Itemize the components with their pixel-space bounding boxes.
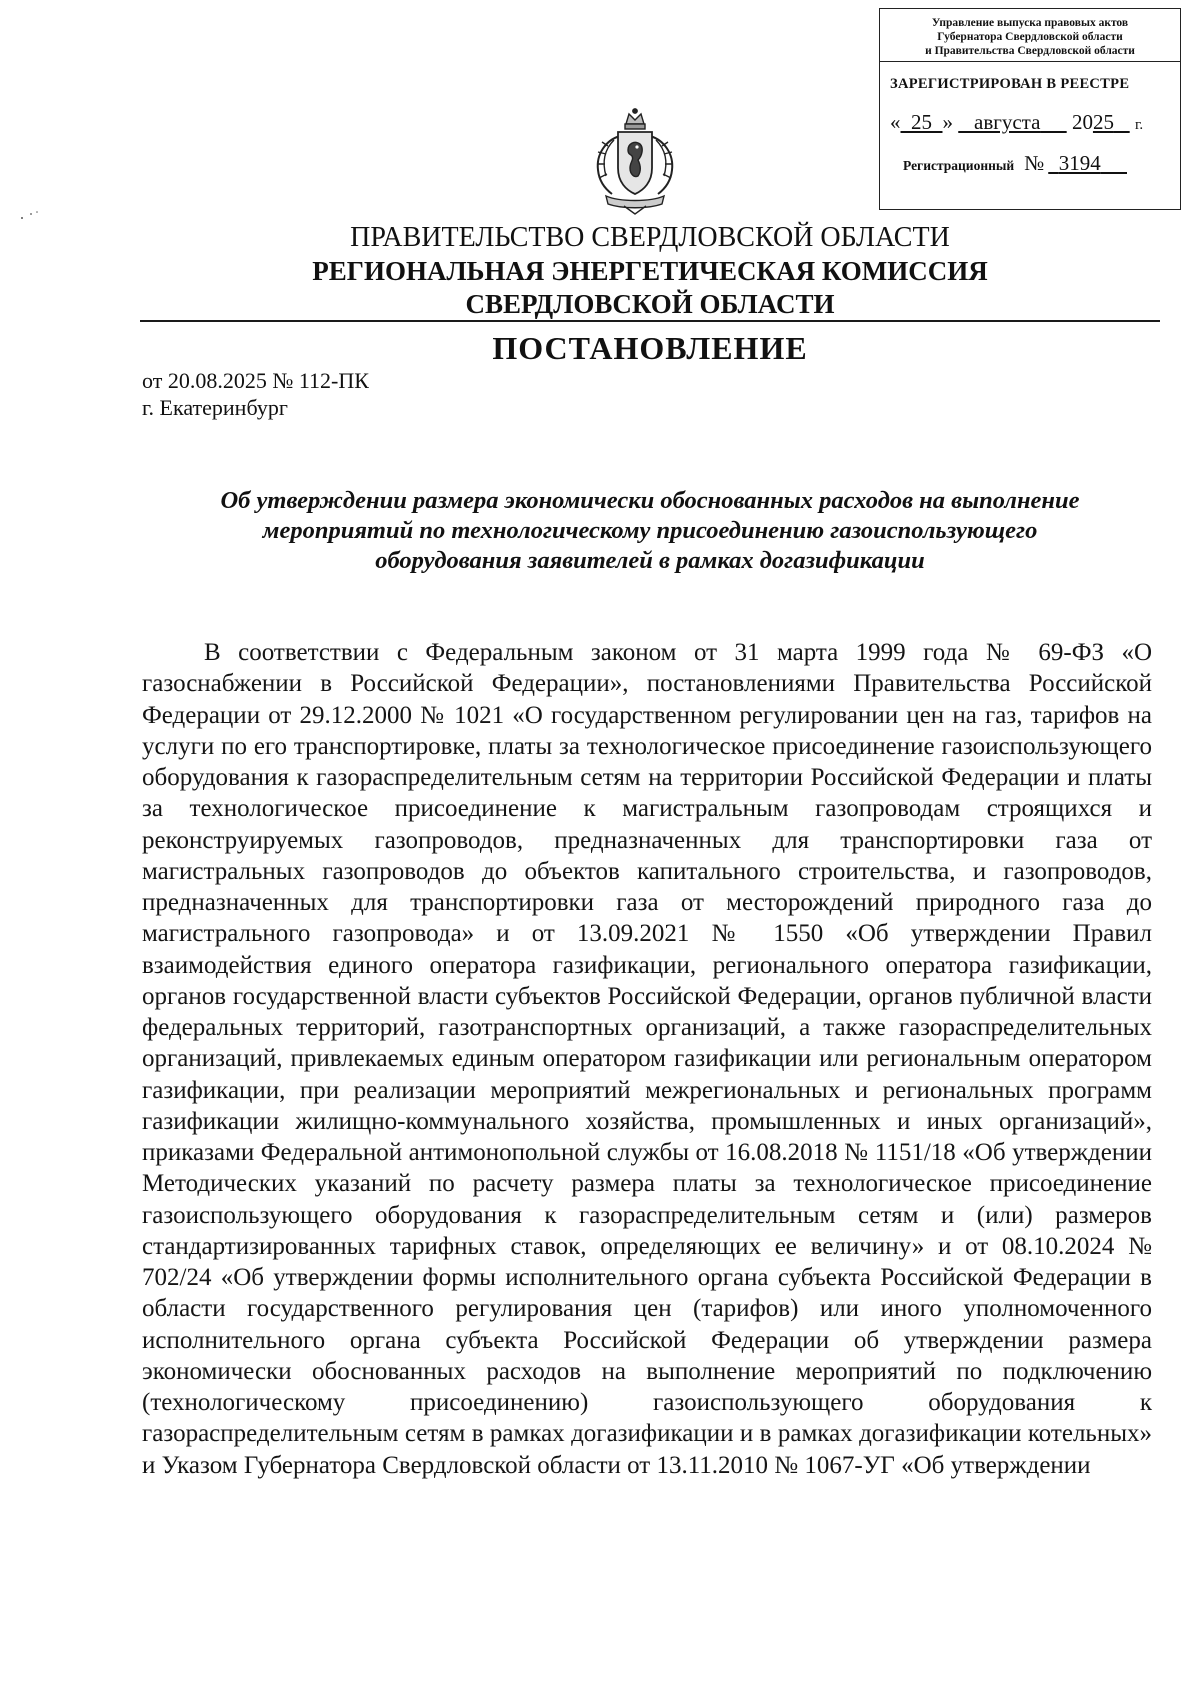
stamp-reg-number [903,151,1180,176]
registration-stamp [879,8,1181,210]
document-title-line: оборудования заявителей в рамках догазификации [375,547,925,574]
stamp-date-year-suffix: 25 [1092,110,1114,134]
stamp-date [890,110,1180,135]
document-title [140,486,1160,576]
stamp-registered-label: ЗАРЕГИСТРИРОВАН В РЕЕСТРЕ [890,76,1130,92]
government-heading: ПРАВИТЕЛЬСТВО СВЕРДЛОВСКОЙ ОБЛАСТИ [350,222,950,253]
stamp-date-open-quote: « [890,110,901,134]
commission-heading-line1: РЕГИОНАЛЬНАЯ ЭНЕРГЕТИЧЕСКАЯ КОМИССИЯ [312,256,988,286]
stamp-reg-number-label: Регистрационный [903,158,1015,173]
document-type-heading: ПОСТАНОВЛЕНИЕ [492,330,808,366]
stamp-header-line: и Правительства Свердловской области [925,45,1135,57]
stamp-header [880,9,1180,62]
stamp-date-month: августа [974,110,1041,134]
stamp-date-day: 25 [911,110,932,134]
coat-of-arms-icon [584,106,686,216]
scan-speck-marks [0,0,60,240]
commission-heading-line2: СВЕРДЛОВСКОЙ ОБЛАСТИ [465,289,835,319]
stamp-header-line: Губернатора Свердловской области [937,31,1123,43]
header-divider [140,320,1160,322]
stamp-reg-number-value: 3194 [1058,151,1101,175]
document-title-line: Об утверждении размера экономически обоснованных расходов на выполнение [220,487,1080,514]
stamp-header-line: Управление выпуска правовых актов [931,17,1129,29]
document-title-line: мероприятий по технологическому присоединению газоиспользующего [262,517,1038,544]
stamp-date-year-abbr: г. [1134,117,1144,133]
body-paragraph: В соответствии с Федеральным законом от 31 марта 1999 года № 69-ФЗ «О газоснабжении в Российской Федерации», постановлениями Правительства Российской Федерации от 29.12.2000 № 1021 «О государственном регулировании цен на газ, тарифов на услуги по его транспортировке, платы за технологическое присоединение газоиспользующего оборудования к газораспределительным сетям на территории Российской Федерации и платы за технологическое присоединение к магистральным газопроводам строящихся и реконструируемых газопроводов, предназначенных для транспортировки газа от магистральных газопроводов до объектов капитального строительства, и газопроводов, предназначенных для транспортировки газа от месторождений природного газа до магистрального газопровода» и от 13.09.2021 № 1550 «Об утверждении Правил взаимодействия единого оператора газификации, регионального оператора газификации, органов государственной власти субъектов Российской Федерации, органов публичной власти федеральных территорий, газотранспортных организаций, а также газораспределительных организаций, привлекаемых единым оператором газификации или региональным оператором газификации, при реализации мероприятий межрегиональных и региональных программ газификации жилищно-коммунального хозяйства, промышленных и иных организаций», приказами Федеральной антимонопольной службы от 16.08.2018 № 1151/18 «Об утверждении Методических указаний по расчету размера платы за технологическое присоединение газоиспользующего оборудования к газораспределительным сетям и (или) размеров стандартизированных тарифных ставок, определяющих ее величину» и от 08.10.2024 № 702/24 «Об утверждении формы исполнительного органа субъекта Российской Федерации в области государственного регулирования цен (тарифов) или иного уполномоченного исполнительного органа субъекта Российской Федерации об утверждении размера экономически обоснованных расходов на выполнение мероприятий по подключению (технологическому присоединению) газоиспользующего оборудования к газораспределительным сетям в рамках догазификации и в рамках догазификации котельных» и Указом Губернатора Свердловской области от 13.11.2010 № 1067-УГ «Об утверждении [142,639,1152,1479]
document-date-number: от 20.08.2025 № 112-ПК [142,368,369,393]
document-city: г. Екатеринбург [142,395,288,420]
document-body [142,637,1152,1481]
stamp-date-close-quote: » [942,110,953,134]
stamp-date-year-prefix: 20 [1071,110,1093,134]
stamp-number-sign: № [1024,151,1045,175]
